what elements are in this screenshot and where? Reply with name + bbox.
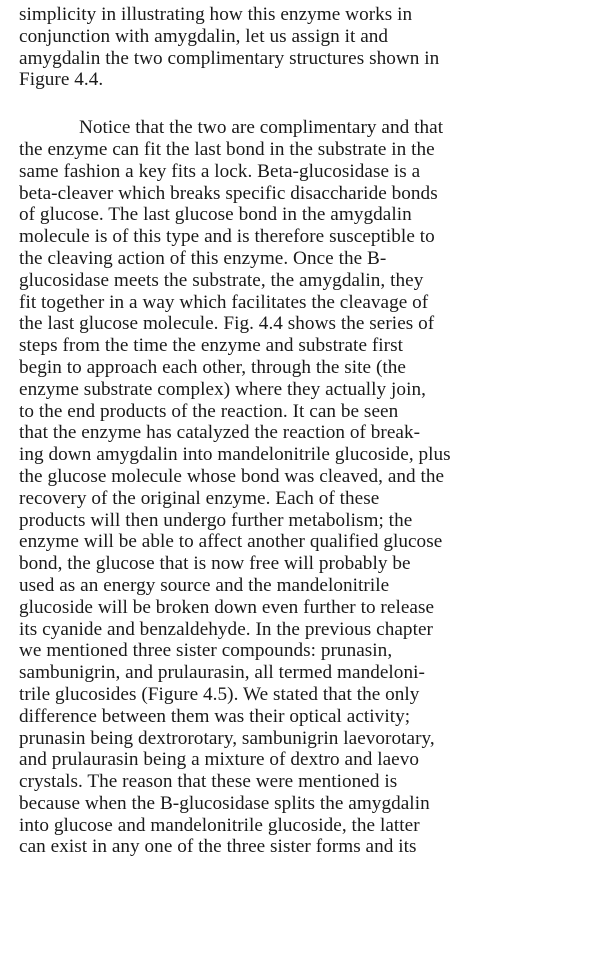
text-line: used as an energy source and the mandelonitrile [19,574,390,596]
text-line: simplicity in illustrating how this enzyme works in [19,4,413,25]
document-page [19,4,585,975]
text-line: molecule is of this type and is therefore susceptible to [19,226,435,248]
text-line: the enzyme can fit the last bond in the substrate in the [19,138,435,160]
text-line: Notice that the two are complimentary and that [79,117,444,139]
text-line: sambunigrin, and prulaurasin, all termed mandeloni- [19,662,425,684]
text-line: because when the B-glucosidase splits the amygdalin [19,792,430,814]
text-line: fit together in a way which facilitates the cleavage of [19,291,429,313]
text-line: ing down amygdalin into mandelonitrile glucoside, plus [19,444,451,466]
text-line: we mentioned three sister compounds: prunasin, [19,640,393,662]
text-line: the last glucose molecule. Fig. 4.4 shows the series of [19,313,435,335]
text-line: and prulaurasin being a mixture of dextro and laevo [19,749,420,771]
text-line: crystals. The reason that these were mentioned is [19,771,398,793]
paragraph-intro [19,4,585,91]
text-line: into glucose and mandelonitrile glucoside, the latter [19,814,420,836]
text-line: glucoside will be broken down even further to release [19,596,435,618]
text-line: amygdalin the two complimentary structures shown in [19,47,440,69]
text-line: prunasin being dextrorotary, sambunigrin laevorotary, [19,727,435,749]
text-line: Figure 4.4. [19,69,104,91]
paragraph-enzyme-explanation [19,117,585,858]
text-line: recovery of the original enzyme. Each of these [19,487,380,509]
paragraph-spacer [19,91,585,117]
text-line: trile glucosides (Figure 4.5). We stated that the only [19,683,420,705]
text-line: conjunction with amygdalin, let us assign it and [19,25,389,47]
text-line: that the enzyme has catalyzed the reaction of break- [19,422,421,444]
text-line: difference between them was their optical activity; [19,705,411,727]
text-line: to the end products of the reaction. It can be seen [19,400,399,422]
text-line: bond, the glucose that is now free will probably be [19,553,411,575]
text-line: beta-cleaver which breaks specific disaccharide bonds [19,182,438,204]
text-line: enzyme will be able to affect another qualified glucose [19,531,443,553]
text-line: the cleaving action of this enzyme. Once the B- [19,247,387,269]
text-line: of glucose. The last glucose bond in the amygdalin [19,204,412,226]
text-line: steps from the time the enzyme and substrate first [19,335,404,357]
text-line: begin to approach each other, through the site (the [19,356,406,378]
text-line: same fashion a key fits a lock. Beta-glucosidase is a [19,160,421,182]
text-line: can exist in any one of the three sister forms and its [19,836,417,858]
text-line: the glucose molecule whose bond was cleaved, and the [19,465,445,487]
text-line: its cyanide and benzaldehyde. In the previous chapter [19,618,433,640]
text-line: enzyme substrate complex) where they actually join, [19,378,426,400]
text-line: glucosidase meets the substrate, the amygdalin, they [19,269,424,291]
text-line: products will then undergo further metabolism; the [19,509,413,531]
